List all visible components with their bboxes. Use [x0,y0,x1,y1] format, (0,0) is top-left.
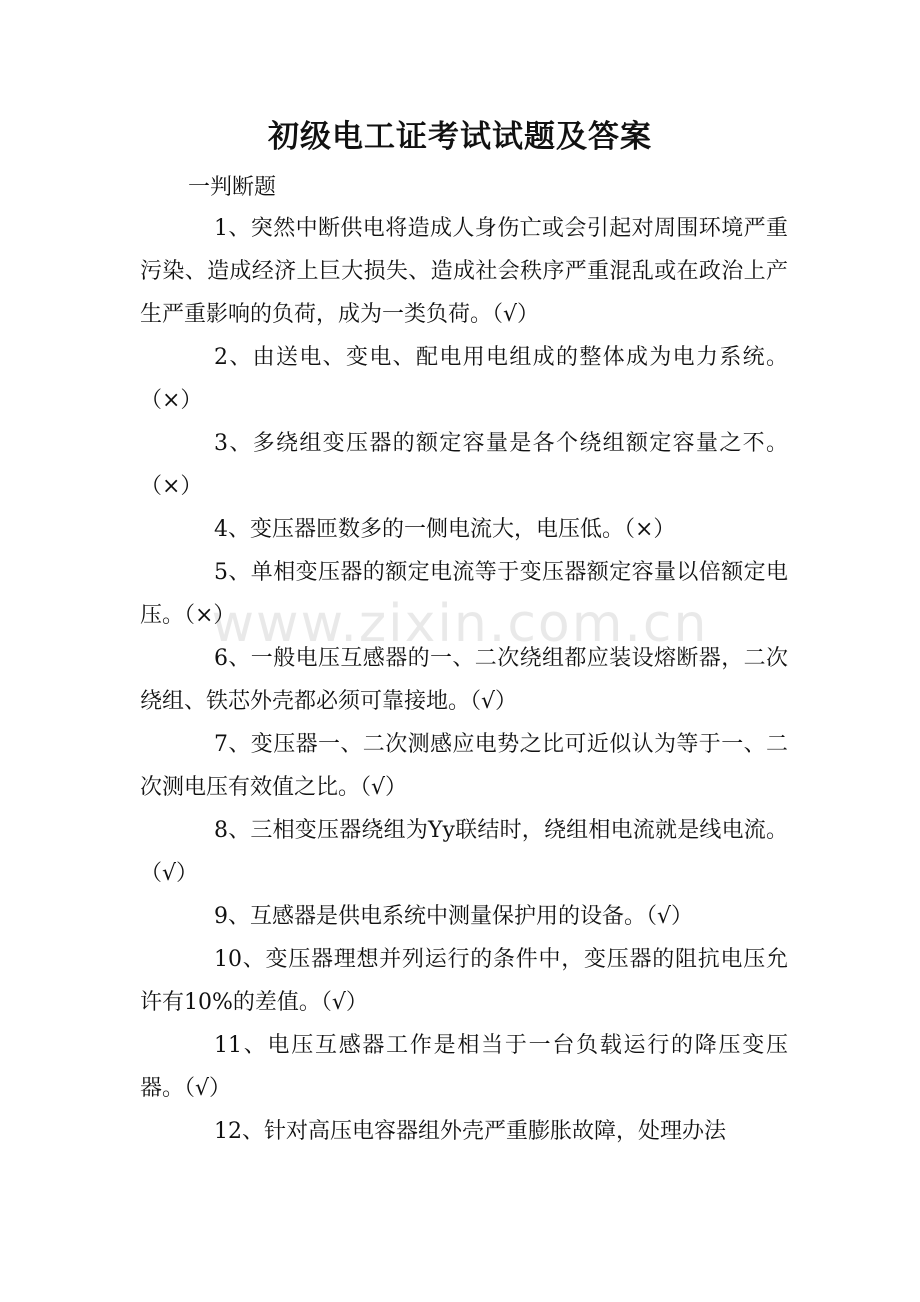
watermark: www.zixin.com.cn [211,594,709,654]
question-list [140,207,788,1153]
question-item-8: 8、三相变压器绕组为Yy联结时，绕组相电流就是线电流。（√） [140,818,788,886]
question-item-10: 10、变压器理想并列运行的条件中，变压器的阻抗电压允许有10%的差值。（√） [140,947,788,1015]
question-item-5: 5、单相变压器的额定电流等于变压器额定容量以倍额定电压。（×） [140,560,788,628]
question-item-7: 7、变压器一、二次测感应电势之比可近似认为等于一、二次测电压有效值之比。（√） [140,732,788,800]
question-item-9: 9、互感器是供电系统中测量保护用的设备。（√） [214,904,694,929]
question-item-11: 11、电压互感器工作是相当于一台负载运行的降压变压器。（√） [140,1033,788,1101]
question-item-6: 6、一般电压互感器的一、二次绕组都应装设熔断器，二次绕组、铁芯外壳都必须可靠接地。（√） [140,646,788,714]
question-item-1: 1、突然中断供电将造成人身伤亡或会引起对周围环境严重污染、造成经济上巨大损失、造成社会秩序严重混乱或在政治上产生严重影响的负荷，成为一类负荷。（√） [140,216,788,327]
question-item-2: 2、由送电、变电、配电用电组成的整体成为电力系统。（×） [140,345,788,413]
question-item-12: 12、针对高压电容器组外壳严重膨胀故障，处理办法 [214,1119,726,1144]
section-heading: 一判断题 [188,175,277,200]
question-item-3: 3、多绕组变压器的额定容量是各个绕组额定容量之不。（×） [140,431,788,499]
document-title: 初级电工证考试试题及答案 [268,119,652,155]
question-item-4: 4、变压器匝数多的一侧电流大，电压低。（×） [214,517,676,542]
